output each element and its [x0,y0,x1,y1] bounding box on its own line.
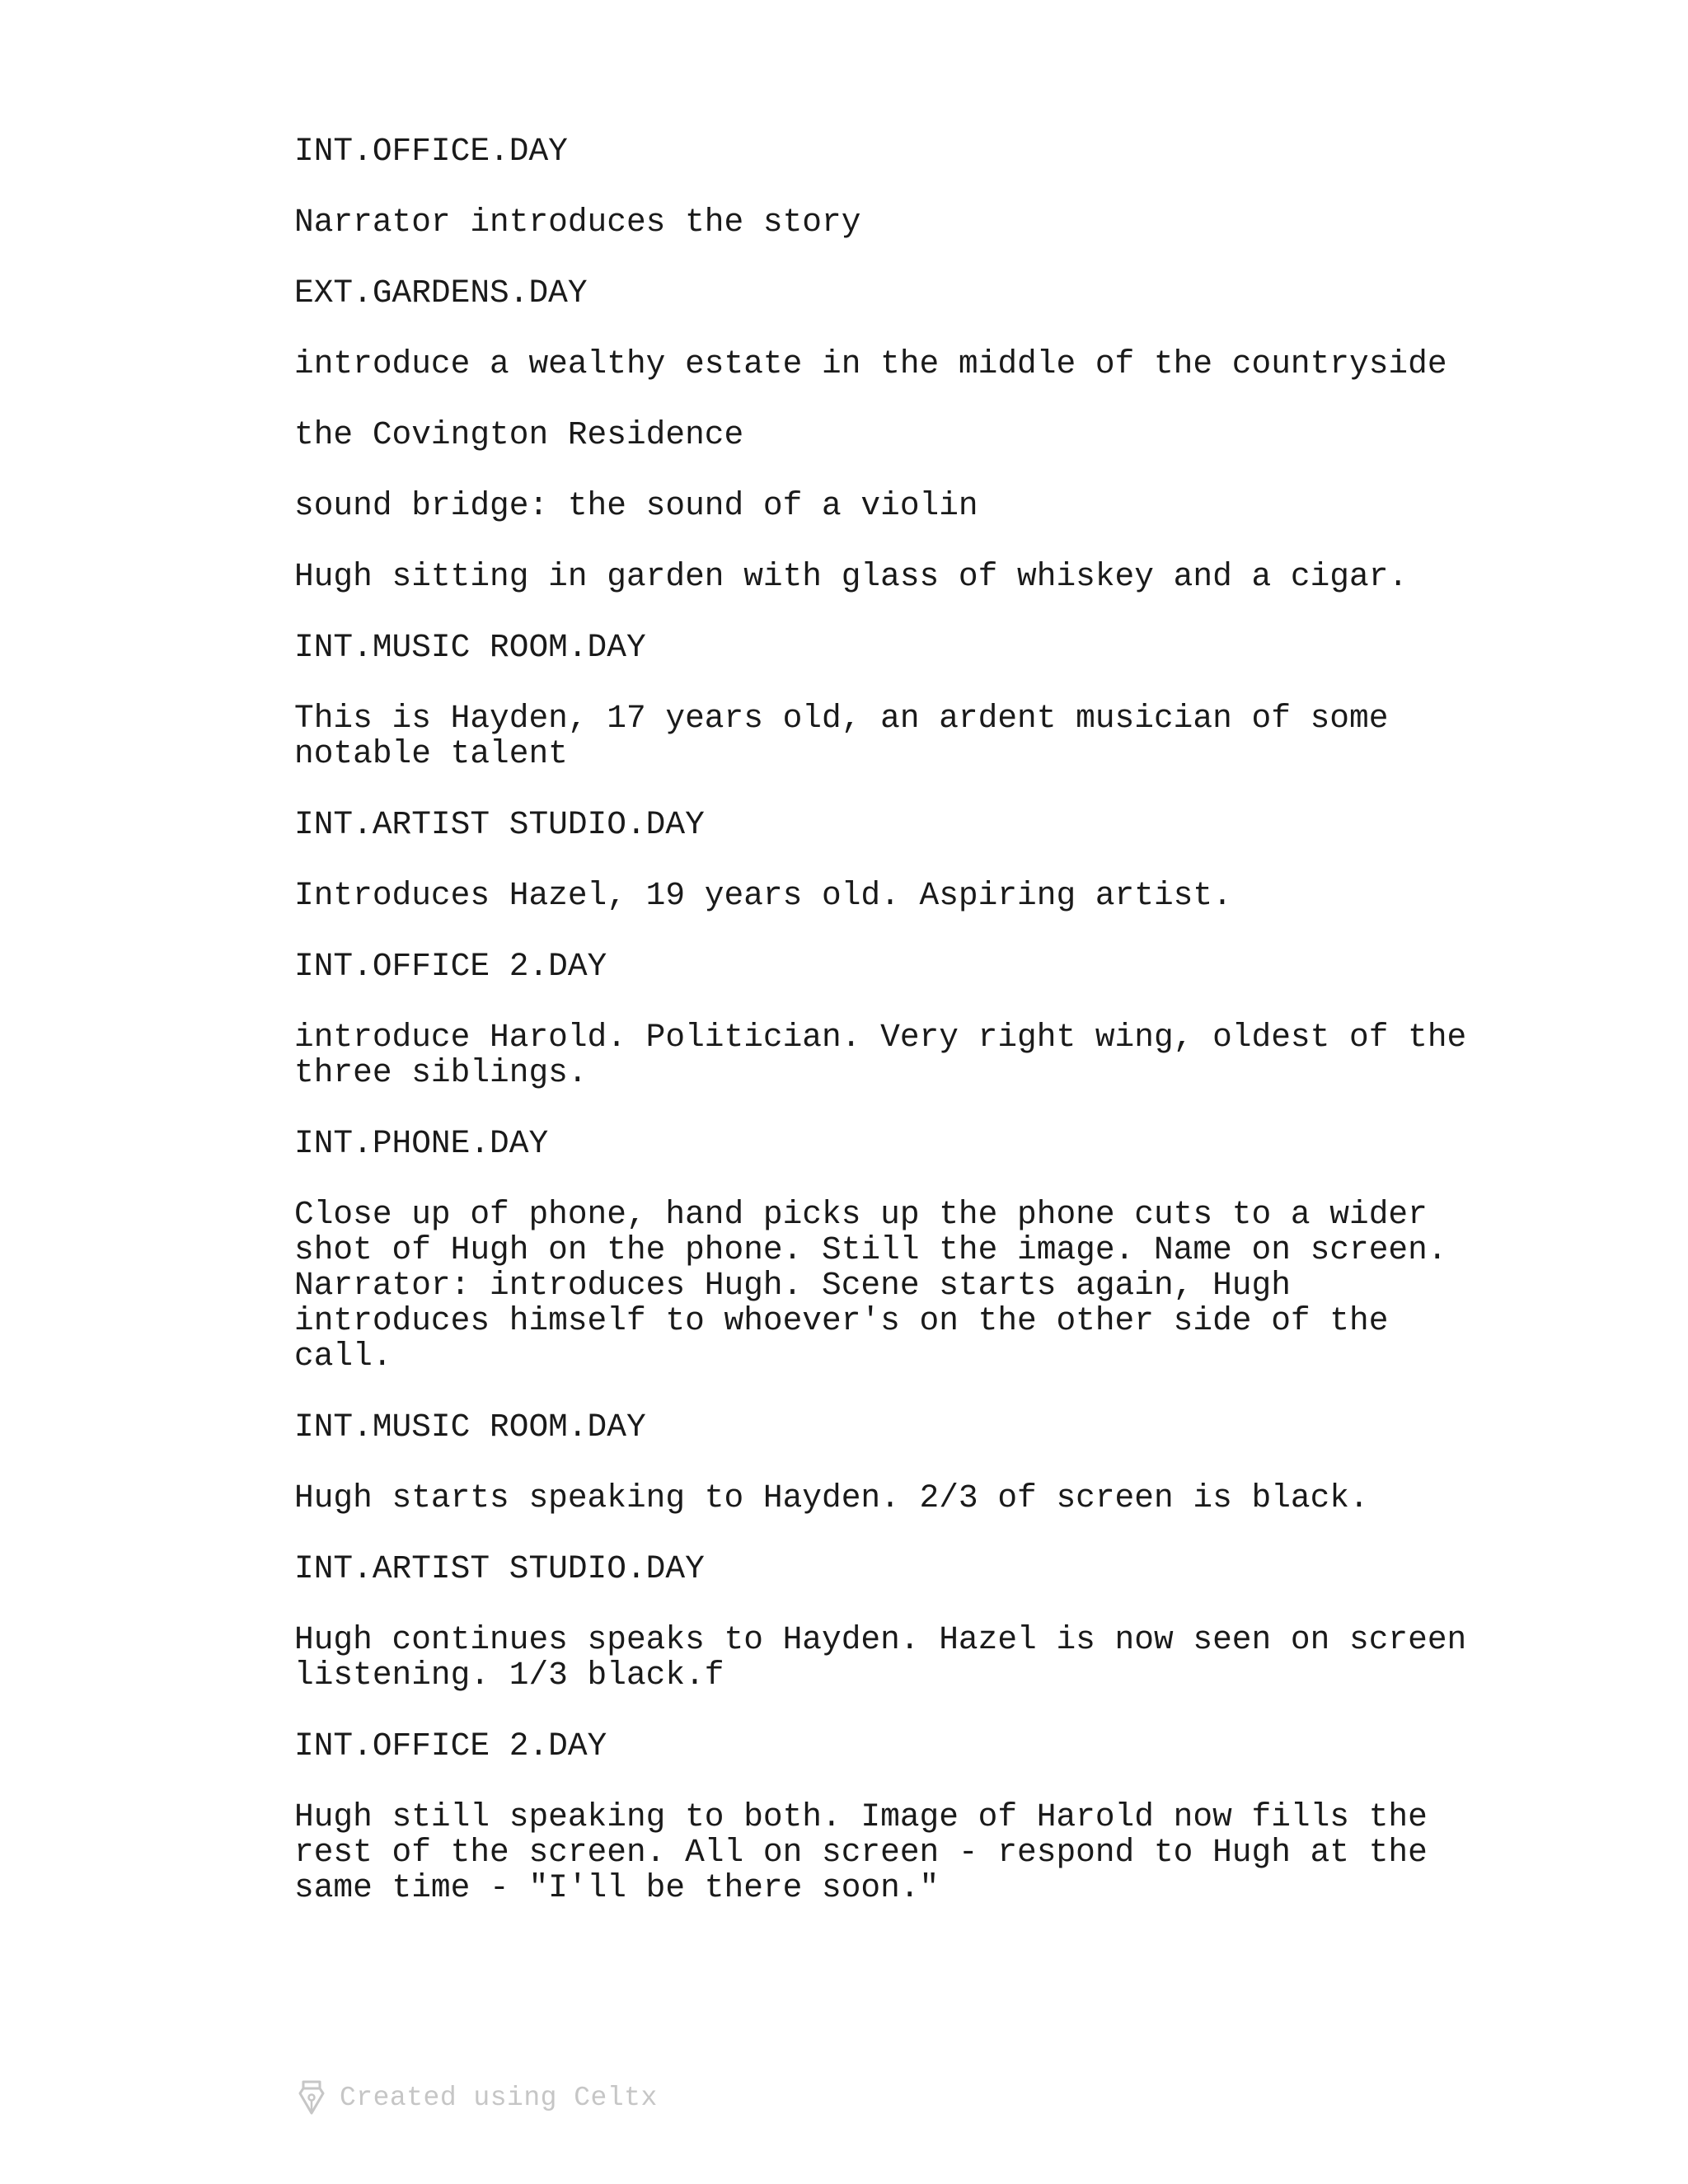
scene-heading: INT.MUSIC ROOM.DAY [294,1408,646,1446]
action-line: introduce a wealthy estate in the middle of the countryside [294,345,1447,382]
action-line: Introduces Hazel, 19 years old. Aspiring artist. [294,877,1232,914]
scene-heading: INT.PHONE.DAY [294,1125,549,1162]
scene-heading: INT.MUSIC ROOM.DAY [294,629,646,666]
action-line: sound bridge: the sound of a violin [294,487,978,524]
scene-heading: INT.OFFICE 2.DAY [294,1727,607,1765]
action-line: This is Hayden, 17 years old, an ardent musician of some notable talent [294,700,1389,772]
action-line: introduce Harold. Politician. Very right wing, oldest of the three siblings. [294,1019,1467,1091]
action-line: Hugh sitting in garden with glass of whiskey and a cigar. [294,558,1409,595]
action-line: the Covington Residence [294,416,744,453]
script-body [294,134,1580,1941]
celtx-footer [298,2080,658,2115]
scene-heading: EXT.GARDENS.DAY [294,274,588,312]
footer-text: Created using Celtx [340,2082,658,2113]
pen-nib-icon [298,2080,325,2115]
action-line: Close up of phone, hand picks up the phone cuts to a wider shot of Hugh on the phone. Still the image. Name on screen. Narrator: introduces Hugh. Scene starts again, Hugh introduces himself to whoever's on the other side of the call. [294,1196,1447,1375]
action-line: Narrator introduces the story [294,204,861,241]
scene-heading: INT.ARTIST STUDIO.DAY [294,1550,705,1587]
scene-heading: INT.OFFICE.DAY [294,133,568,170]
action-line: Hugh continues speaks to Hayden. Hazel is now seen on screen listening. 1/3 black.f [294,1621,1467,1694]
scene-heading: INT.OFFICE 2.DAY [294,948,607,985]
scene-heading: INT.ARTIST STUDIO.DAY [294,806,705,843]
action-line: Hugh starts speaking to Hayden. 2/3 of screen is black. [294,1479,1369,1516]
action-line: Hugh still speaking to both. Image of Harold now fills the rest of the screen. All on screen - respond to Hugh at the same time - "I'll be there soon." [294,1798,1428,1906]
